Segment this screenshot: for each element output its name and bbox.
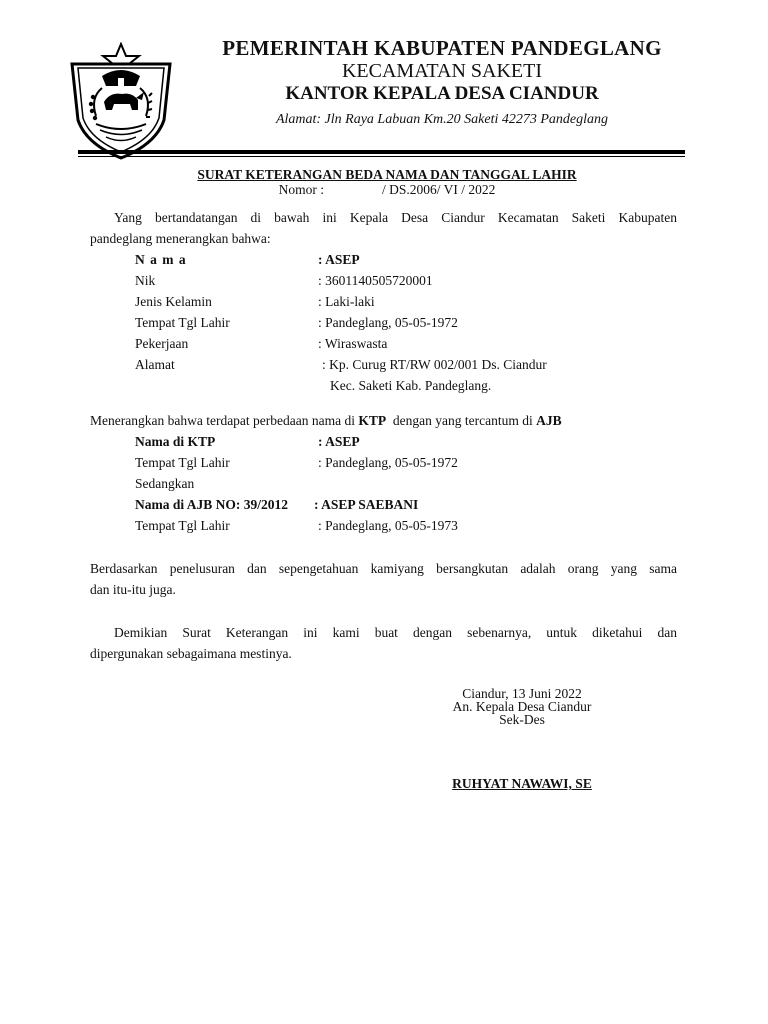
identity-gender-label: Jenis Kelamin [135,294,212,309]
letter-number-label: Nomor : [278,182,324,197]
regency-emblem-logo [66,42,176,160]
identity-dob-value: : Pandeglang, 05-05-1972 [318,315,458,330]
closing-line-2: dipergunakan sebagaimana mestinya. [90,646,292,661]
letterhead-thin-divider [78,156,685,157]
difference-pre: Menerangkan bahwa terdapat perbedaan nama di [90,413,359,428]
signature-on-behalf: An. Kepala Desa Ciandur [452,699,592,714]
difference-statement [90,413,562,429]
difference-ktp: KTP [358,413,387,428]
intro-line-2: pandeglang menerangkan bahwa: [90,231,271,246]
identity-address-value: : Kp. Curug RT/RW 002/001 Ds. Ciandur [322,357,547,372]
letterhead-village-office: KANTOR KEPALA DESA CIANDUR [285,83,599,104]
ajb-dob-label: Tempat Tgl Lahir [135,518,230,533]
letterhead-thick-divider [78,150,685,154]
letterhead-district: KECAMATAN SAKETI [341,60,543,82]
identity-address-continuation: Kec. Saketi Kab. Pandeglang. [330,378,492,393]
identity-dob-label: Tempat Tgl Lahir [135,315,230,330]
identity-gender-value: : Laki-laki [318,294,375,309]
identity-occupation-value: : Wiraswasta [318,336,388,351]
difference-mid: dengan yang tercantum di [386,413,537,428]
ajb-name-value: : ASEP SAEBANI [314,497,419,512]
ktp-dob-value: : Pandeglang, 05-05-1972 [318,455,458,470]
signatory-name: RUHYAT NAWAWI, SE [452,776,592,791]
signature-position: Sek-Des [499,712,545,727]
identity-name-value: : ASEP [318,252,360,267]
whereas-label: Sedangkan [135,476,195,491]
letterhead-government: PEMERINTAH KABUPATEN PANDEGLANG [222,36,662,60]
difference-ajb: AJB [536,413,562,428]
ajb-name-label: Nama di AJB NO: 39/2012 [135,497,289,512]
ktp-dob-label: Tempat Tgl Lahir [135,455,230,470]
letter-number-value: / DS.2006/ VI / 2022 [381,182,496,197]
findings-line-2: dan itu-itu juga. [90,582,176,597]
ktp-name-label: Nama di KTP [135,434,216,449]
findings-line-1: Berdasarkan penelusuran dan sepengetahuan kamiyang bersangkutan adalah orang yang sama [90,561,677,576]
identity-address-label: Alamat [135,357,175,372]
ktp-name-value: : ASEP [318,434,360,449]
closing-line-1: Demikian Surat Keterangan ini kami buat dengan sebenarnya, untuk diketahui dan [114,625,677,640]
intro-line-1: Yang bertandatangan di bawah ini Kepala Desa Ciandur Kecamatan Saketi Kabupaten [114,210,677,225]
signature-place-date: Ciandur, 13 Juni 2022 [462,686,582,701]
letterhead-address: Alamat: Jln Raya Labuan Km.20 Saketi 42273 Pandeglang [275,112,609,127]
letter-title: SURAT KETERANGAN BEDA NAMA DAN TANGGAL LAHIR [197,167,577,182]
identity-occupation-label: Pekerjaan [135,336,189,351]
identity-nik-label: Nik [135,273,156,288]
identity-name-label: N a m a [135,252,187,267]
letter-number [90,182,684,198]
ajb-dob-value: : Pandeglang, 05-05-1973 [318,518,458,533]
identity-nik-value: : 3601140505720001 [318,273,433,288]
